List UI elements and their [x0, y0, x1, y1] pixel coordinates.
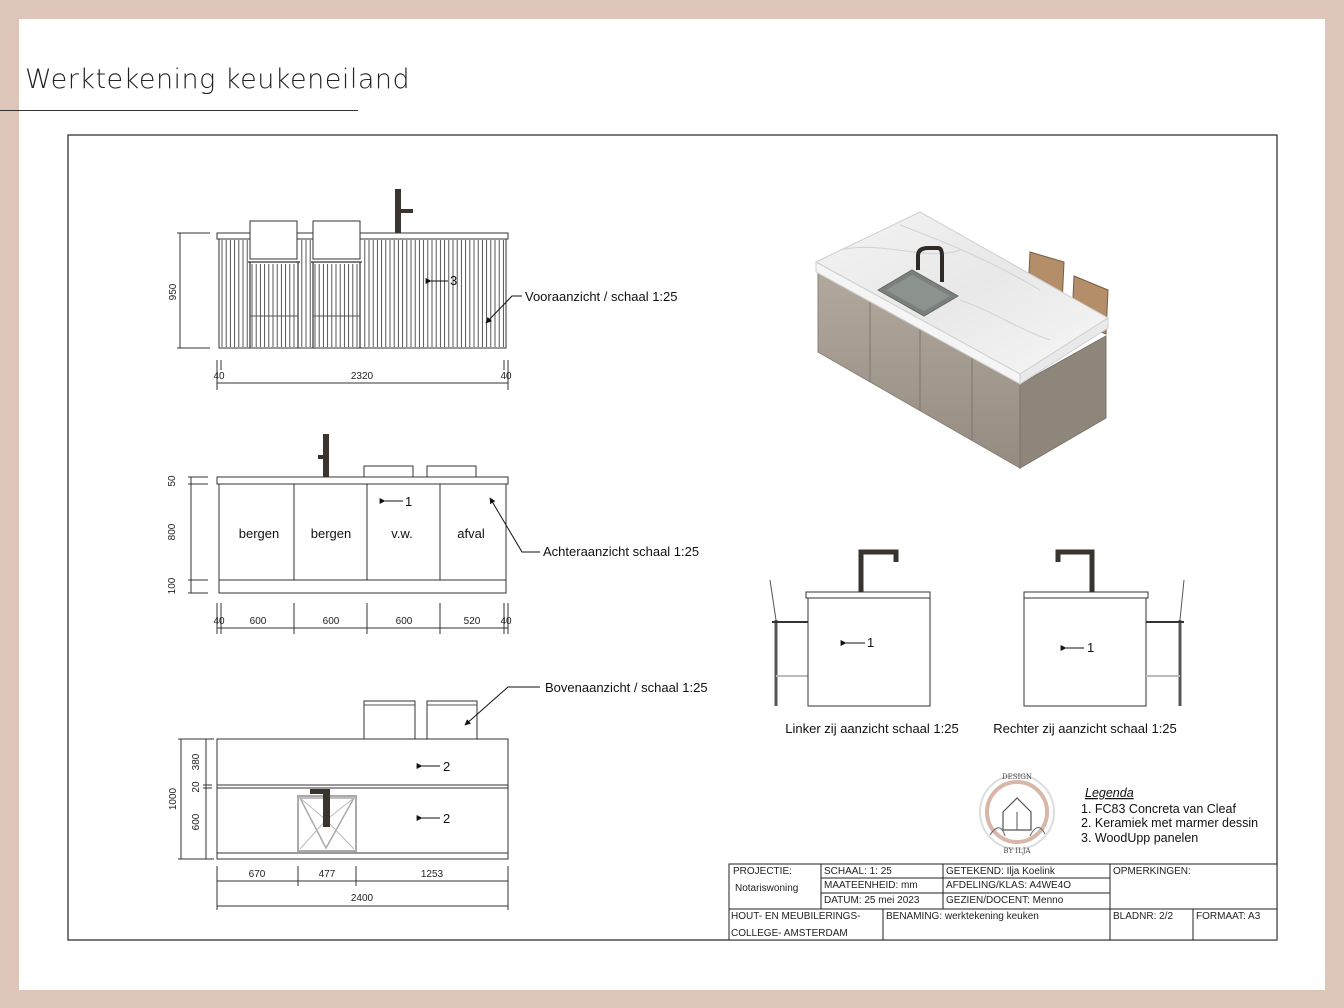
front-marker: 3: [450, 273, 458, 288]
top-total-dim: 2400: [350, 893, 374, 904]
top-faucet: [323, 789, 330, 827]
top-w3-dim: 1253: [420, 869, 444, 880]
stool-2-back: [313, 221, 360, 259]
right-side-view: [993, 552, 1184, 736]
front-right-dim: 40: [500, 371, 512, 382]
tb-maateenheid: MAATEENHEID: mm: [824, 880, 918, 891]
top-d1-dim: 380: [191, 753, 202, 771]
back-stool-1: [364, 466, 413, 477]
back-left-dim: 40: [213, 616, 225, 627]
right-view-label: Rechter zij aanzicht schaal 1:25: [993, 721, 1177, 736]
right-marker: 1: [1087, 640, 1095, 655]
top-w2-dim: 477: [318, 869, 336, 880]
cabinet-label-1: bergen: [238, 526, 280, 541]
stool-1-back: [250, 221, 297, 259]
top-stool-1: [364, 701, 415, 739]
legend: [1081, 786, 1258, 845]
top-countertop: [217, 739, 508, 859]
logo-top-text: DESIGN: [1002, 773, 1032, 781]
back-right-dim: 40: [500, 616, 512, 627]
right-faucet: [1058, 552, 1092, 592]
tb-projectie-value: Notariswoning: [735, 883, 799, 894]
top-d2-dim: 20: [191, 781, 202, 793]
left-view-label: Linker zij aanzicht schaal 1:25: [785, 721, 959, 736]
tb-afdeling: AFDELING/KLAS: A4WE4O: [946, 880, 1072, 891]
top-view: [168, 680, 708, 910]
right-cabinet: [1024, 598, 1146, 706]
tb-schaal: SCHAAL: 1: 25: [824, 866, 892, 877]
top-w1-dim: 670: [248, 869, 266, 880]
logo-bottom-text: BY ILJA: [1003, 847, 1031, 855]
top-d3-dim: 600: [191, 813, 202, 831]
legend-item-2: 2. Keramiek met marmer dessin: [1081, 816, 1259, 830]
back-bottom-dim: 100: [167, 577, 178, 595]
top-view-label: Bovenaanzicht / schaal 1:25: [545, 680, 708, 695]
isometric-render: [816, 212, 1108, 468]
legend-title: Legenda: [1085, 786, 1134, 800]
tb-benaming: BENAMING: werktekening keuken: [886, 911, 1039, 922]
legend-item-3: 3. WoodUpp panelen: [1081, 831, 1199, 845]
back-c3-dim: 600: [395, 616, 413, 627]
front-left-dim: 40: [213, 371, 225, 382]
left-cabinet: [808, 598, 930, 706]
back-middle-dim: 800: [167, 523, 178, 541]
page-title: Werktekening keukeneiland: [25, 64, 411, 95]
back-view: [167, 434, 699, 634]
top-stool-2: [427, 701, 477, 739]
tb-getekend: GETEKEND: Ilja Koelink: [946, 866, 1055, 877]
tb-opmerkingen: OPMERKINGEN:: [1113, 866, 1191, 877]
front-view: [168, 189, 678, 390]
cabinet-label-2: bergen: [310, 526, 352, 541]
back-marker: 1: [405, 494, 413, 509]
left-side-view: [770, 552, 959, 736]
design-by-ilja-logo: [980, 773, 1054, 855]
left-faucet: [861, 552, 896, 592]
legend-item-1: 1. FC83 Concreta van Cleaf: [1081, 802, 1236, 816]
tb-gezien: GEZIEN/DOCENT: Menno: [946, 895, 1064, 906]
tb-formaat: FORMAAT: A3: [1196, 911, 1261, 922]
front-width-dim: 2320: [350, 371, 374, 382]
back-stool-2: [427, 466, 476, 477]
top-depth-dim: 1000: [168, 787, 179, 811]
left-marker: 1: [867, 635, 875, 650]
top-marker-a: 2: [443, 759, 451, 774]
back-c4-dim: 520: [463, 616, 481, 627]
tb-school-line1: HOUT- EN MEUBILERINGS-: [731, 911, 861, 922]
back-c1-dim: 600: [249, 616, 267, 627]
back-countertop: [217, 477, 508, 484]
cabinet-label-4: afval: [457, 526, 485, 541]
title-block: [729, 864, 1277, 940]
back-top-dim: 50: [167, 475, 178, 487]
top-marker-b: 2: [443, 811, 451, 826]
front-faucet: [395, 189, 401, 233]
tb-projectie-label: PROJECTIE:: [733, 866, 792, 877]
front-view-label: Vooraanzicht / schaal 1:25: [525, 289, 678, 304]
tb-school-line2: COLLEGE- AMSTERDAM: [731, 928, 848, 939]
back-view-label: Achteraanzicht schaal 1:25: [543, 544, 700, 559]
cabinet-label-3: v.w.: [391, 526, 413, 541]
front-height-dim: 950: [168, 283, 179, 301]
tb-datum: DATUM: 25 mei 2023: [824, 895, 920, 906]
back-c2-dim: 600: [322, 616, 340, 627]
tb-bladnr: BLADNR: 2/2: [1113, 911, 1174, 922]
